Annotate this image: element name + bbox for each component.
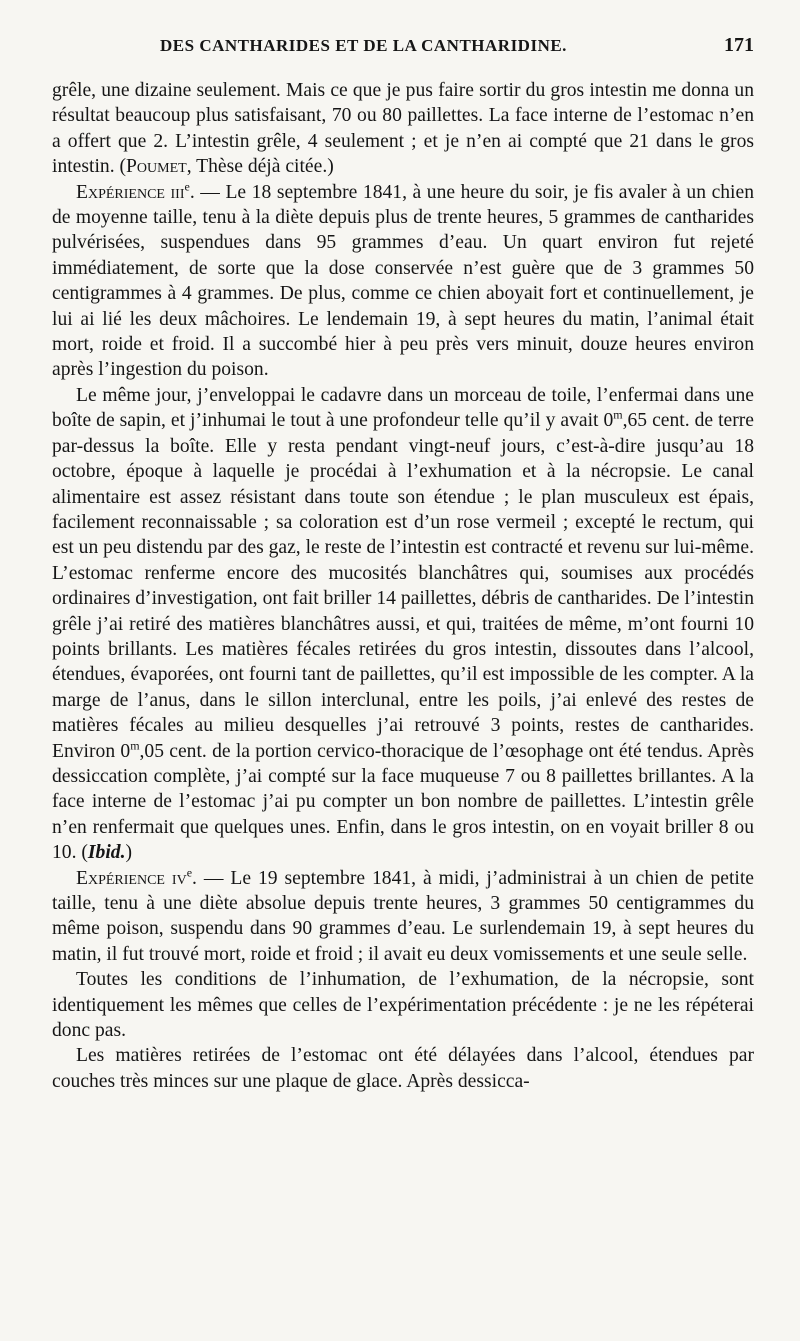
experience-label: Expérience iv xyxy=(76,867,187,889)
experience-label: Expérience iii xyxy=(76,181,185,203)
page-header xyxy=(52,34,754,78)
ibid-reference: Ibid. xyxy=(87,842,126,864)
paragraph-experience-4: Expérience $iv^e$. — Le 19 septembre 1841, à midi, j’administrai à un chien de petite taille, tenu à une diète absolue depuis trente heures, 3 grammes 50 centigrammes du même poison, suspendu dans 90 grammes d’eau. Le surlendemain 19, à sept heures du matin, il fut trouvé mort, roide et froid ; il avait eu deux vomissements et une seule selle. xyxy=(52,865,754,965)
paragraph-3: Le même jour, j’enveloppai le cadavre dans un morceau de toile, l’enfermai dans une boîte de sapin, et j’inhumai le tout à une profondeur telle qu’il y avait 0$^m$,65 cent. de terre par-dessus la boîte. Elle y resta pendant vingt-neuf jours, c’est-à-dire jusqu’au 18 octobre, époque à laquelle je procédai à l’exhumation et à la nécropsie. Le canal alimentaire est assez résistant dans toute son étendue ; le plan musculeux est épais, facilement reconnaissable ; sa coloration est d’un rose vermeil ; excepté le rectum, qui est un peu distendu par des gaz, le reste de l’intestin est contracté et revenu sur lui-même. L’estomac renferme encore des mucosités blanchâtres qui, soumises aux procédés ordinaires d’investigation, ont fait briller 14 paillettes, débris de cantharides. De l’intestin grêle j’ai retiré des matières blanchâtres aussi, et qui, traitées de même, m’ont fourni 10 points brillants. Les matières fécales retirées du gros intestin, dissoutes dans l’alcool, étendues, évaporées, ont fourni tant de paillettes, qu’il est impossible de les compter. A la marge de l’anus, dans le sillon interclunal, entre les poils, j’ai enlevé des restes de matières fécales au milieu desquelles j’ai retrouvé 3 points, restes de cantharides. Environ 0$^m$,05 cent. de la portion cervico-thoracique de l’œsophage ont été tendus. Après dessiccation complète, j’ai compté sur la face muqueuse 7 ou 8 paillettes brillantes. A la face interne de l’estomac j’ai pu compter un bon nombre de paillettes. L’intestin grêle n’en renfermait que quelques unes. Enfin, dans le gros intestin, on en voyait briller 8 ou 10. (Ibid.) xyxy=(52,384,754,864)
body-text xyxy=(52,78,754,1094)
paragraph-6: Les matières retirées de l’estomac ont été délayées dans l’alcool, étendues par couches très minces sur une plaque de glace. Après dessicca- xyxy=(52,1045,754,1092)
paragraph-1: grêle, une dizaine seulement. Mais ce que je pus faire sortir du gros intestin me donna un résultat beaucoup plus satisfaisant, 70 ou 80 paillettes. La face interne de l’estomac n’en a offert que 2. L’intestin grêle, 4 seulement ; et je n’en ai compté que 21 dans le gros intestin. (Poumet, Thèse déjà citée.) xyxy=(52,80,754,178)
paragraph-experience-3: Expérience iii$^e$. — Le 18 septembre 1841, à une heure du soir, je fis avaler à un chien de moyenne taille, tenu à la diète depuis plus de trente heures, 5 grammes de cantharides pulvérisées, suspendues dans 95 grammes d’eau. Un quart environ fut rejeté immédiatement, de sorte que la dose conservée n’est guère que de 3 grammes 50 centigrammes à 4 grammes. De plus, comme ce chien aboyait fort et continuellement, je lui ai lié les deux mâchoires. Le lendemain 19, à sept heures du matin, l’animal était mort, roide et froid. Il a succombé hier à peu près vers minuit, douze heures environ après l’ingestion du poison. xyxy=(52,179,754,381)
running-head: DES CANTHARIDES ET DE LA CANTHARIDINE. xyxy=(160,36,567,55)
page-number: 171 xyxy=(724,34,754,56)
author-name: Poumet xyxy=(126,156,187,178)
paragraph-5: Toutes les conditions de l’inhumation, de l’exhumation, de la nécropsie, sont identiquement les mêmes que celles de l’expérimentation précédente : je ne les répéterai donc pas. xyxy=(52,969,754,1042)
